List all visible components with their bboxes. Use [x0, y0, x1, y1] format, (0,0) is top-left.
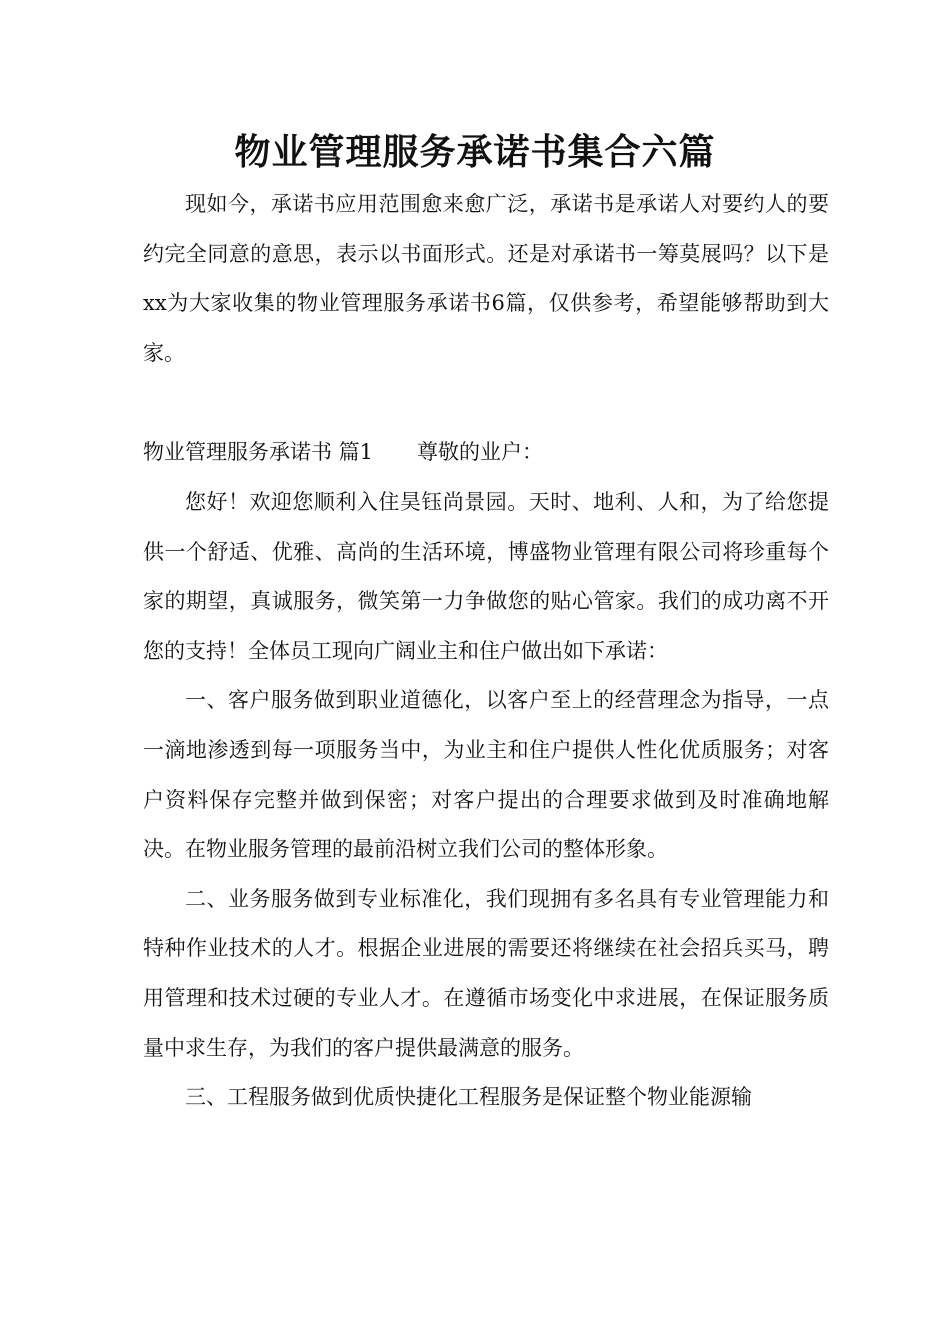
section-heading-line: [143, 428, 829, 478]
intro-paragraph: 现如今，承诺书应用范围愈来愈广泛，承诺书是承诺人对要约人的要约完全同意的意思，表示以书面形式。还是对承诺书一筹莫展吗？以下是xx为大家收集的物业管理服务承诺书6篇，仅供参考，希望能够帮助到大家。: [143, 192, 829, 365]
salutation: 尊敬的业户：: [417, 440, 544, 465]
body-paragraph: 您好！欢迎您顺利入住昊钰尚景园。天时、地利、人和，为了给您提供一个舒适、优雅、高尚的生活环境，博盛物业管理有限公司将珍重每个家的期望，真诚服务，微笑第一力争做您的贴心管家。我们的成功离不开您的支持！全体员工现向广阔业主和住户做出如下承诺：: [143, 489, 829, 663]
document-title: 物业管理服务承诺书集合六篇: [234, 132, 716, 173]
section-label: 物业管理服务承诺书 篇1: [143, 440, 374, 465]
document-body: [143, 180, 829, 1123]
spacer: [143, 378, 829, 428]
body-paragraph: 三、工程服务做到优质快捷化工程服务是保证整个物业能源输: [185, 1085, 752, 1110]
body-paragraph: 二、业务服务做到专业标准化，我们现拥有多名具有专业管理能力和特种作业技术的人才。根据企业进展的需要还将继续在社会招兵买马，聘用管理和技术过硬的专业人才。在遵循市场变化中求进展，在保证服务质量中求生存，为我们的客户提供最满意的服务。: [143, 886, 829, 1060]
body-paragraph: 一、客户服务做到职业道德化，以客户至上的经营理念为指导，一点一滴地渗透到每一项服务当中，为业主和住户提供人性化优质服务；对客户资料保存完整并做到保密；对客户提出的合理要求做到及时准确地解决。在物业服务管理的最前沿树立我们公司的整体形象。: [143, 688, 829, 862]
